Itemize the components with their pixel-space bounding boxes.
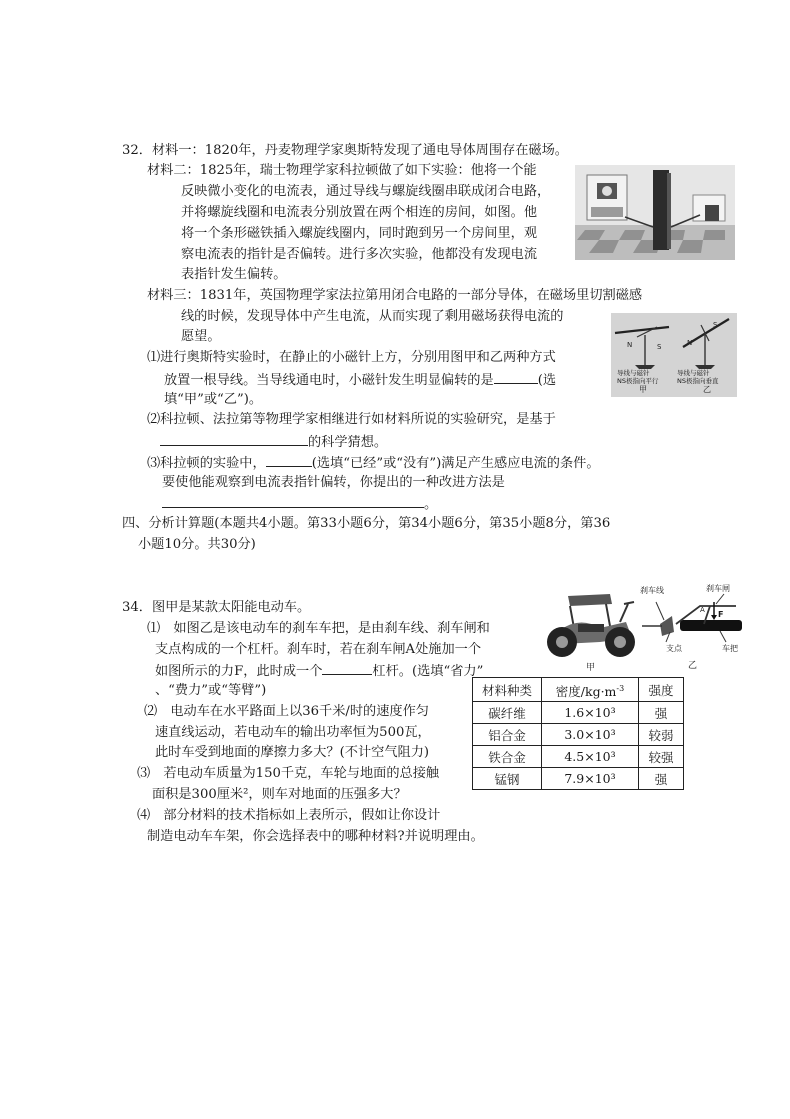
label-force-f: F <box>718 610 724 619</box>
header-density-text: 密度/kg·m <box>555 684 617 700</box>
q34-s3-line2: 面积是300厘米²，则车对地面的压强多大？ <box>152 787 407 802</box>
cell-density: 4.5×10³ <box>542 746 639 768</box>
q34-s2-line1: ⑵ 电动车在水平路面上以36千米/时的速度作匀 <box>144 704 429 719</box>
q32-s1-text2: (选 <box>537 373 557 388</box>
q32-s3-line3 <box>162 493 437 515</box>
q34-s1-line2: 支点构成的一个杠杆。刹车时，若在刹车闸A处施加一个 <box>155 642 482 657</box>
cell-material: 锰钢 <box>473 768 542 790</box>
table-row <box>473 702 684 724</box>
q32-m3-line2: 线的时候，发现导体中产生电流，从而实现了剩用磁场获得电流的 <box>181 309 564 324</box>
q34-s1-text2: 杠杆。(选填“省力” <box>372 664 484 679</box>
needle-n-right: N <box>687 339 693 347</box>
q32-s3-text2: (选填“已经”或“没有”)满足产生感应电流的条件。 <box>311 456 600 471</box>
brake-caption: 乙 <box>688 661 698 671</box>
q32-s1-line1: ⑴进行奥斯特实验时，在静止的小磁针上方，分别用图甲和乙两种方式 <box>147 350 556 365</box>
section4-heading: 四、分析计算题(本题共4小题。第33小题6分，第34小题6分，第35小题8分，第36 <box>122 516 611 531</box>
q34-s1-line3 <box>155 660 483 682</box>
q32-m2-line3: 并将螺旋线圈和电流表分别放置在两个相连的房间，如图。他 <box>181 205 538 220</box>
label-handle: 车把 <box>722 644 738 653</box>
needle-s-right: S <box>713 321 718 329</box>
cell-density: 3.0×10³ <box>542 724 639 746</box>
q34-s3-line1: ⑶ 若电动车质量为150千克，车轮与地面的总接触 <box>137 766 440 781</box>
q32-s2-line2 <box>160 431 387 453</box>
fig-label-parallel: 导线与磁针 NS极指向平行 <box>617 369 659 385</box>
needle-s-left: S <box>657 343 662 351</box>
header-density <box>542 678 639 702</box>
ebike-figure <box>540 586 644 678</box>
material-table <box>472 677 684 790</box>
wire-needle-figure <box>611 313 737 397</box>
header-material: 材料种类 <box>473 678 542 702</box>
q32-s1-line2 <box>164 369 556 391</box>
rooms-experiment-figure <box>575 165 735 260</box>
label-fulcrum: 支点 <box>666 644 682 653</box>
cell-strength: 较强 <box>639 746 684 768</box>
header-density-exp: -3 <box>616 684 625 694</box>
answer-blank-4[interactable] <box>162 493 424 508</box>
q32-s2-text: 的科学猜想。 <box>308 435 388 450</box>
fig-label-perpendicular: 导线与磁针 NS极指向垂直 <box>677 369 719 385</box>
answer-blank-1[interactable] <box>494 369 538 384</box>
q32-m2-line1: 材料二：1825年，瑞士物理学家科拉顿做了如下实验：他将一个能 <box>147 163 537 178</box>
header-strength: 强度 <box>639 678 684 702</box>
q32-m3-line3: 愿望。 <box>181 329 221 344</box>
q32-s3-period: 。 <box>424 497 438 512</box>
q34-s1-line4: 、“费力”或“等臂”) <box>155 683 267 698</box>
q32-s1-line3: 填“甲”或“乙”)。 <box>164 392 263 407</box>
q34-s4-line1: ⑷ 部分材料的技术指标如上表所示，假如让你设计 <box>137 808 441 823</box>
q34-s2-line3: 此时车受到地面的摩擦力多大？(不计空气阻力) <box>155 745 430 760</box>
cell-material: 铁合金 <box>473 746 542 768</box>
q34-s1-text: 如图所示的力F，此时成一个 <box>155 664 323 679</box>
q34-line1: 34．图甲是某款太阳能电动车。 <box>122 600 311 615</box>
cell-strength: 强 <box>639 768 684 790</box>
q32-m2-line4: 将一个条形磁铁插入螺旋线圈内，同时跑到另一个房间里，观 <box>181 226 538 241</box>
q32-m2-line5: 察电流表的指针是否偏转。进行多次实验，他都没有发现电流 <box>181 247 538 262</box>
label-point-a: A <box>700 606 705 614</box>
table-header-row <box>473 678 684 702</box>
ebike-caption: 甲 <box>586 663 596 673</box>
q32-s1-text: 放置一根导线。当导线通电时，小磁针发生明显偏转的是 <box>164 373 494 388</box>
q32-s3-text: ⑶科拉顿的实验中， <box>147 456 266 471</box>
answer-blank-5[interactable] <box>322 660 372 675</box>
q32-s3-line1 <box>147 452 600 474</box>
q32-s3-line2: 要使他能观察到电流表指针偏转，你提出的一种改进方法是 <box>162 475 505 490</box>
table-row <box>473 746 684 768</box>
table-row <box>473 724 684 746</box>
q32-s2-line1: ⑵科拉顿、法拉第等物理学家相继进行如材料所说的实验研究，是基于 <box>147 412 556 427</box>
q34-s2-line2: 速直线运动，若电动车的输出功率恒为500瓦， <box>155 725 431 740</box>
label-brake-lever: 刹车闸 <box>706 584 730 593</box>
needle-n-left: N <box>627 341 633 349</box>
answer-blank-3[interactable] <box>266 452 312 467</box>
cell-density: 1.6×10³ <box>542 702 639 724</box>
cell-strength: 强 <box>639 702 684 724</box>
label-brake-line: 刹车线 <box>640 586 664 595</box>
fig-caption-jia: 甲 <box>639 385 647 394</box>
cell-strength: 较弱 <box>639 724 684 746</box>
section4-heading-line2: 小题10分。共30分) <box>138 537 256 552</box>
cell-material: 碳纤维 <box>473 702 542 724</box>
cell-density: 7.9×10³ <box>542 768 639 790</box>
q32-m2-line6: 表指针发生偏转。 <box>181 267 287 282</box>
brake-lever-figure <box>640 584 746 678</box>
q34-s4-line2: 制造电动车车架，你会选择表中的哪种材料?并说明理由。 <box>147 829 484 844</box>
table-row <box>473 768 684 790</box>
q34-s1-line1: ⑴ 如图乙是该电动车的刹车车把，是由刹车线、刹车闸和 <box>147 621 490 636</box>
q32-line1: 32．材料一：1820年，丹麦物理学家奥斯特发现了通电导体周围存在磁场。 <box>122 143 568 158</box>
fig-caption-yi: 乙 <box>703 385 711 394</box>
answer-blank-2[interactable] <box>160 431 308 446</box>
q32-m2-line2: 反映微小变化的电流表，通过导线与螺旋线圈串联成闭合电路， <box>181 184 551 199</box>
q32-m3-line1: 材料三：1831年，英国物理学家法拉第用闭合电路的一部分导体，在磁场里切割磁感 <box>147 288 643 303</box>
cell-material: 铝合金 <box>473 724 542 746</box>
